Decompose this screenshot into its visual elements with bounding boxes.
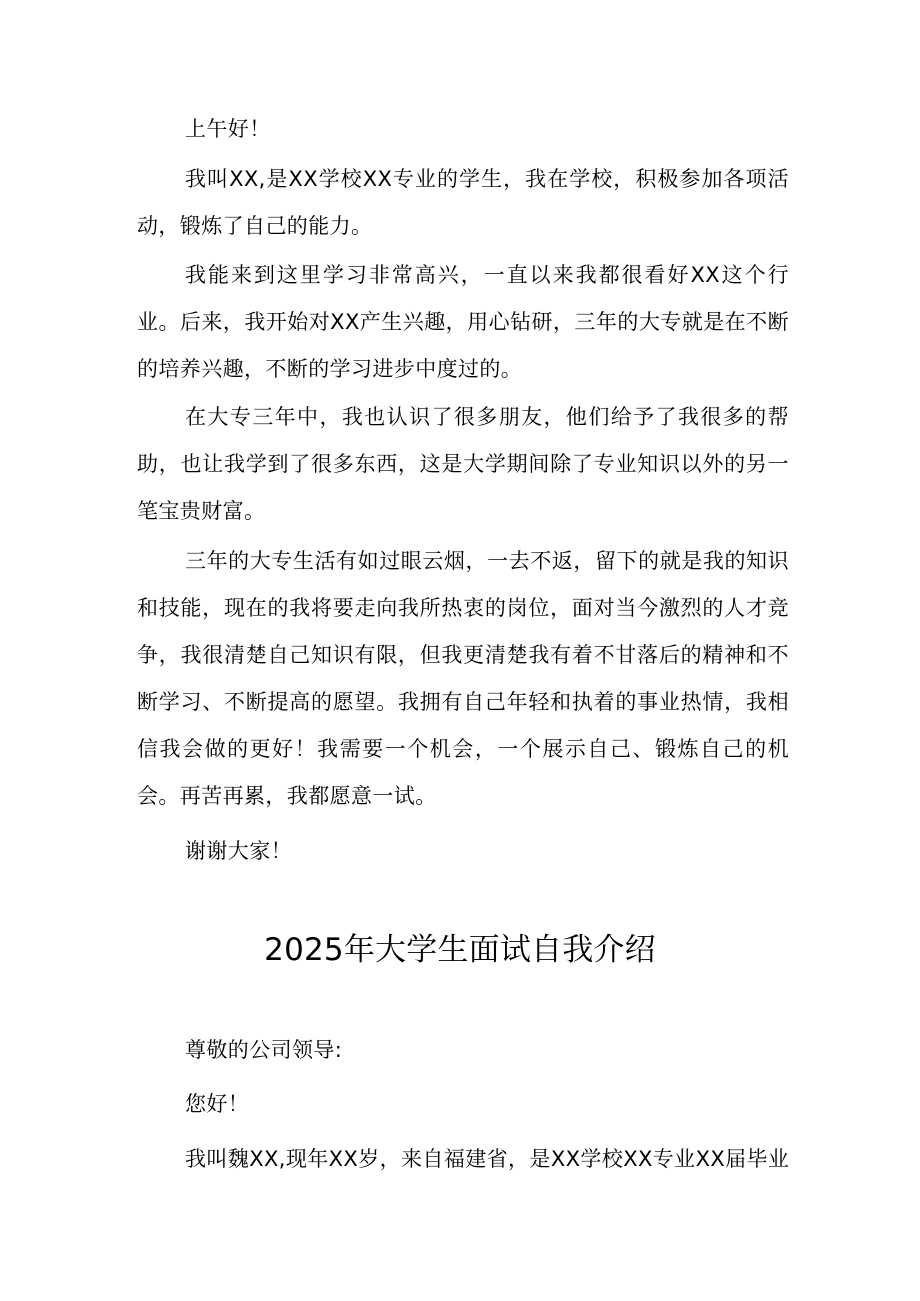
college-life-paragraph: 三年的大专生活有如过眼云烟，一去不返，留下的就是我的知识和技能，现在的我将要走向我所热衷的岗位，面对当今激烈的人才竞争，我很清楚自己知识有限，但我更清楚我有着不甘落后的精神和不断学习、不断提高的愿望。我拥有自己年轻和执着的事业热情，我相信我会做的更好！我需要一个机会，一个展示自己、锻炼自己的机会。再苦再累，我都愿意一试。	[137, 549, 789, 808]
greeting-paragraph: 上午好！	[185, 117, 271, 141]
closing-paragraph: 谢谢大家！	[185, 839, 292, 863]
intro-paragraph: 我叫XX,是XX学校XX专业的学生，我在学校，积极参加各项活动，锻炼了自己的能力。	[137, 167, 789, 238]
friends-paragraph: 在大专三年中，我也认识了很多朋友，他们给予了我很多的帮助，也让我学到了很多东西，这是大学期间除了专业知识以外的另一笔宝贵财富。	[137, 405, 789, 523]
salutation-paragraph: 尊敬的公司领导:	[185, 1038, 343, 1062]
interest-paragraph: 我能来到这里学习非常高兴，一直以来我都很看好XX这个行业。后来，我开始对XX产生兴趣，用心钻研，三年的大专就是在不断的培养兴趣，不断的学习进步中度过的。	[137, 263, 789, 381]
greeting2-paragraph: 您好！	[185, 1092, 250, 1116]
self-intro-paragraph: 我叫魏XX,现年XX岁，来自福建省，是XX学校XX专业XX届毕业	[185, 1147, 789, 1171]
document-title: 2025年大学生面试自我介绍	[264, 932, 656, 968]
